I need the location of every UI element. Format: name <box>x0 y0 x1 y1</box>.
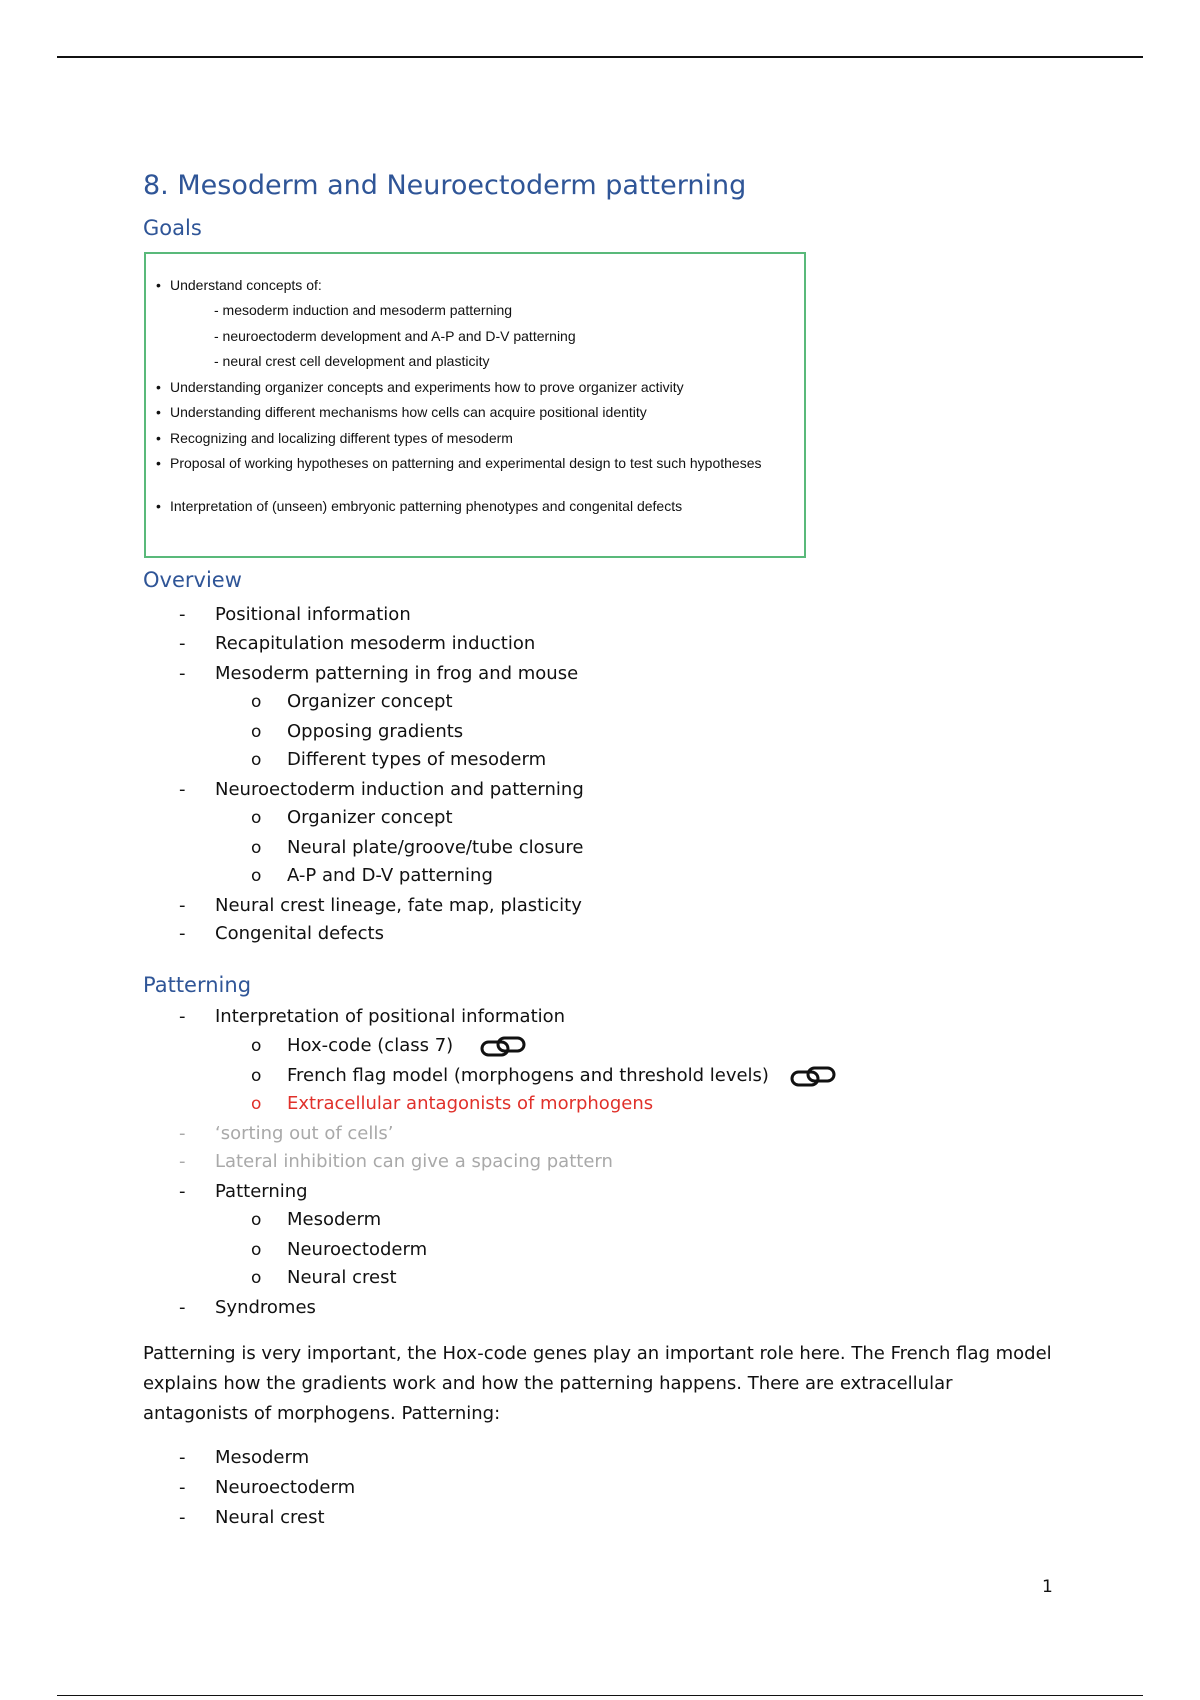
goals-item: • Recognizing and localizing different types of mesoderm <box>156 430 513 446</box>
patterning-heading: Patterning <box>143 973 252 997</box>
page-title: 8. Mesoderm and Neuroectoderm patterning <box>143 170 747 201</box>
link-icon[interactable] <box>790 1066 838 1088</box>
goals-item: • Understand concepts of: <box>156 277 322 293</box>
footer-rule <box>57 1695 1143 1696</box>
goals-item: • Proposal of working hypotheses on patterning and experimental design to test such hypotheses <box>156 455 762 471</box>
overview-heading: Overview <box>143 568 242 592</box>
goals-subitem: - neuroectoderm development and A-P and D-V patterning <box>214 328 576 344</box>
patterning-paragraph: Patterning is very important, the Hox-code genes play an important role here. The French flag model explains how the gradients work and how the patterning happens. There are extracellular antagonists of morphogens. Patterning: <box>143 1343 1052 1424</box>
goals-item: • Interpretation of (unseen) embryonic patterning phenotypes and congenital defects <box>156 498 683 514</box>
goals-item: • Understanding organizer concepts and experiments how to prove organizer activity <box>156 379 684 395</box>
goals-subitem: - neural crest cell development and plasticity <box>214 353 490 369</box>
page-number: 1 <box>1042 1577 1053 1597</box>
goals-item: • Understanding different mechanisms how cells can acquire positional identity <box>156 404 647 420</box>
link-icon[interactable] <box>480 1036 528 1058</box>
goals-subitem: - mesoderm induction and mesoderm patterning <box>214 302 513 318</box>
goals-box <box>144 252 806 558</box>
goals-heading: Goals <box>143 216 202 240</box>
header-rule <box>57 56 1143 58</box>
